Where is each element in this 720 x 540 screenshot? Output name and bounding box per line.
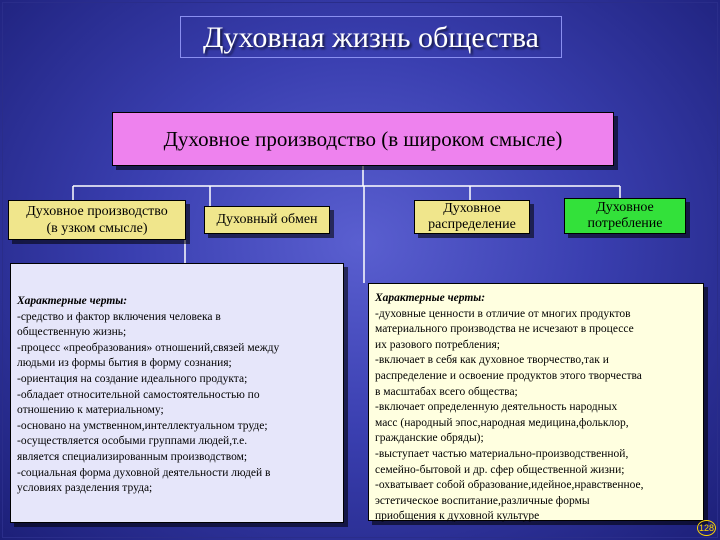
panel-line: отношению к материальному; [17,404,164,417]
main-box-spiritual-production-broad: Духовное производство (в широком смысле) [112,112,614,166]
box-line: Духовный обмен [216,212,318,227]
panel-line: -включает в себя как духовное творчество,так и [375,354,609,367]
box-spiritual-consumption [564,198,686,234]
panel-line: условиях разделения труда; [17,482,153,495]
page-number-badge: 128 [697,520,716,536]
panel-line: -осуществляется особыми группами людей,т.е. [17,435,248,448]
panel-line: семейно-бытовой и др. сфер общественной жизни; [375,463,625,476]
box-line: Духовное [596,200,654,215]
panel-line: -выступает частью материально-производственной, [375,447,629,460]
panel-line: -основано на умственном,интеллектуальном труде; [17,419,268,432]
box-spiritual-exchange [204,206,330,234]
panel-line: -средство и фактор включения человека в [17,310,221,323]
panel-line: эстетическое воспитание,различные формы [375,494,590,507]
panel-line: -охватывает собой образование,идейное,нравственное, [375,479,644,492]
panel-heading: Характерные черты: [17,295,128,307]
panel-line: -процесс «преобразования» отношений,связей между [17,341,280,354]
panel-line: -ориентация на создание идеального продукта; [17,372,248,385]
box-line: распределение [428,217,516,232]
left-characteristics-panel [10,263,344,523]
panel-line: масс (народный эпос,народная медицина,фольклор, [375,416,629,429]
panel-line: в масштабах всего общества; [375,385,518,398]
panel-heading: Характерные черты: [375,292,486,304]
panel-line: -духовные ценности в отличие от многих продуктов [375,307,631,320]
panel-line: материального производства не исчезают в процессе [375,323,634,336]
panel-line: -обладает относительной самостоятельностью по [17,388,260,401]
box-line: Духовное производство [26,204,168,219]
panel-line: является специализированным производством; [17,450,248,463]
box-line: Духовное [443,201,501,216]
panel-line: -включает определенную деятельность народных [375,401,618,414]
right-characteristics-panel [368,283,704,521]
panel-line: приобщения к духовной культуре [375,510,540,523]
panel-line: -социальная форма духовной деятельности людей в [17,466,271,479]
slide-title: Духовная жизнь общества [180,16,562,58]
panel-line: распределение и освоение продуктов этого творчества [375,369,642,382]
panel-line: их разового потребления; [375,338,500,351]
box-spiritual-production-narrow [8,200,186,240]
box-line: (в узком смысле) [46,221,148,236]
box-spiritual-distribution [414,200,530,234]
panel-line: гражданские обряды); [375,432,484,445]
panel-line: людьми из формы бытия в форму сознания; [17,357,232,370]
box-line: потребление [587,216,663,231]
panel-line: общественную жизнь; [17,326,127,339]
